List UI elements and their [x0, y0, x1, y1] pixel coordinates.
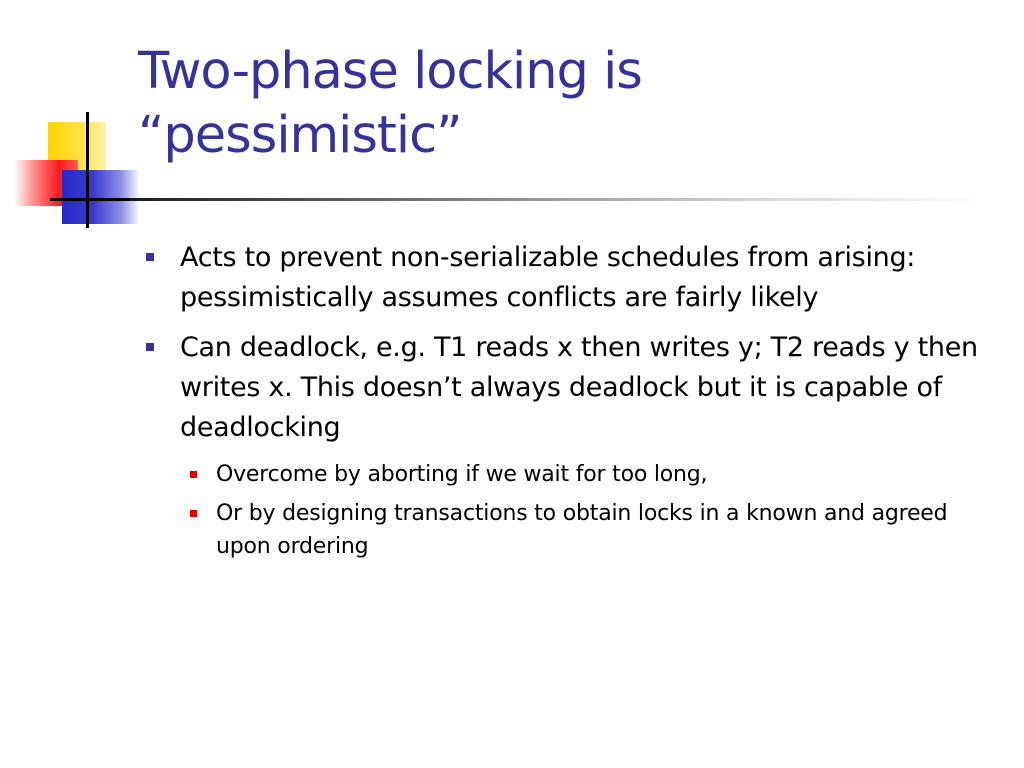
- sub-bullet-item: [186, 458, 1000, 491]
- slide-title-line-1: Two-phase locking is: [138, 42, 642, 101]
- slide-title-line-2: “pessimistic”: [138, 106, 462, 165]
- square-bullet-icon: [146, 343, 154, 351]
- square-bullet-icon: [146, 253, 154, 261]
- decorative-vertical-line: [86, 112, 89, 228]
- sub-bullet-text: Overcome by aborting if we wait for too long,: [216, 462, 708, 487]
- title-underline-rule: [130, 198, 990, 201]
- bullet-item: [140, 238, 1000, 318]
- bullet-item: [140, 328, 1000, 448]
- sub-bullet-item: [186, 497, 1000, 563]
- square-sub-bullet-icon: [190, 510, 197, 517]
- sub-bullet-text: Or by designing transactions to obtain locks in a known and agreed upon ordering: [216, 501, 948, 559]
- slide-body: [140, 238, 1000, 569]
- bullet-text: Acts to prevent non-serializable schedules from arising: pessimistically assumes conflicts are fairly likely: [180, 242, 916, 313]
- slide-title: [138, 40, 978, 168]
- decorative-blue-square: [62, 170, 140, 224]
- square-sub-bullet-icon: [190, 471, 197, 478]
- bullet-text: Can deadlock, e.g. T1 reads x then writes y; T2 reads y then writes x. This doesn’t always deadlock but it is capable of deadlocking: [180, 332, 978, 443]
